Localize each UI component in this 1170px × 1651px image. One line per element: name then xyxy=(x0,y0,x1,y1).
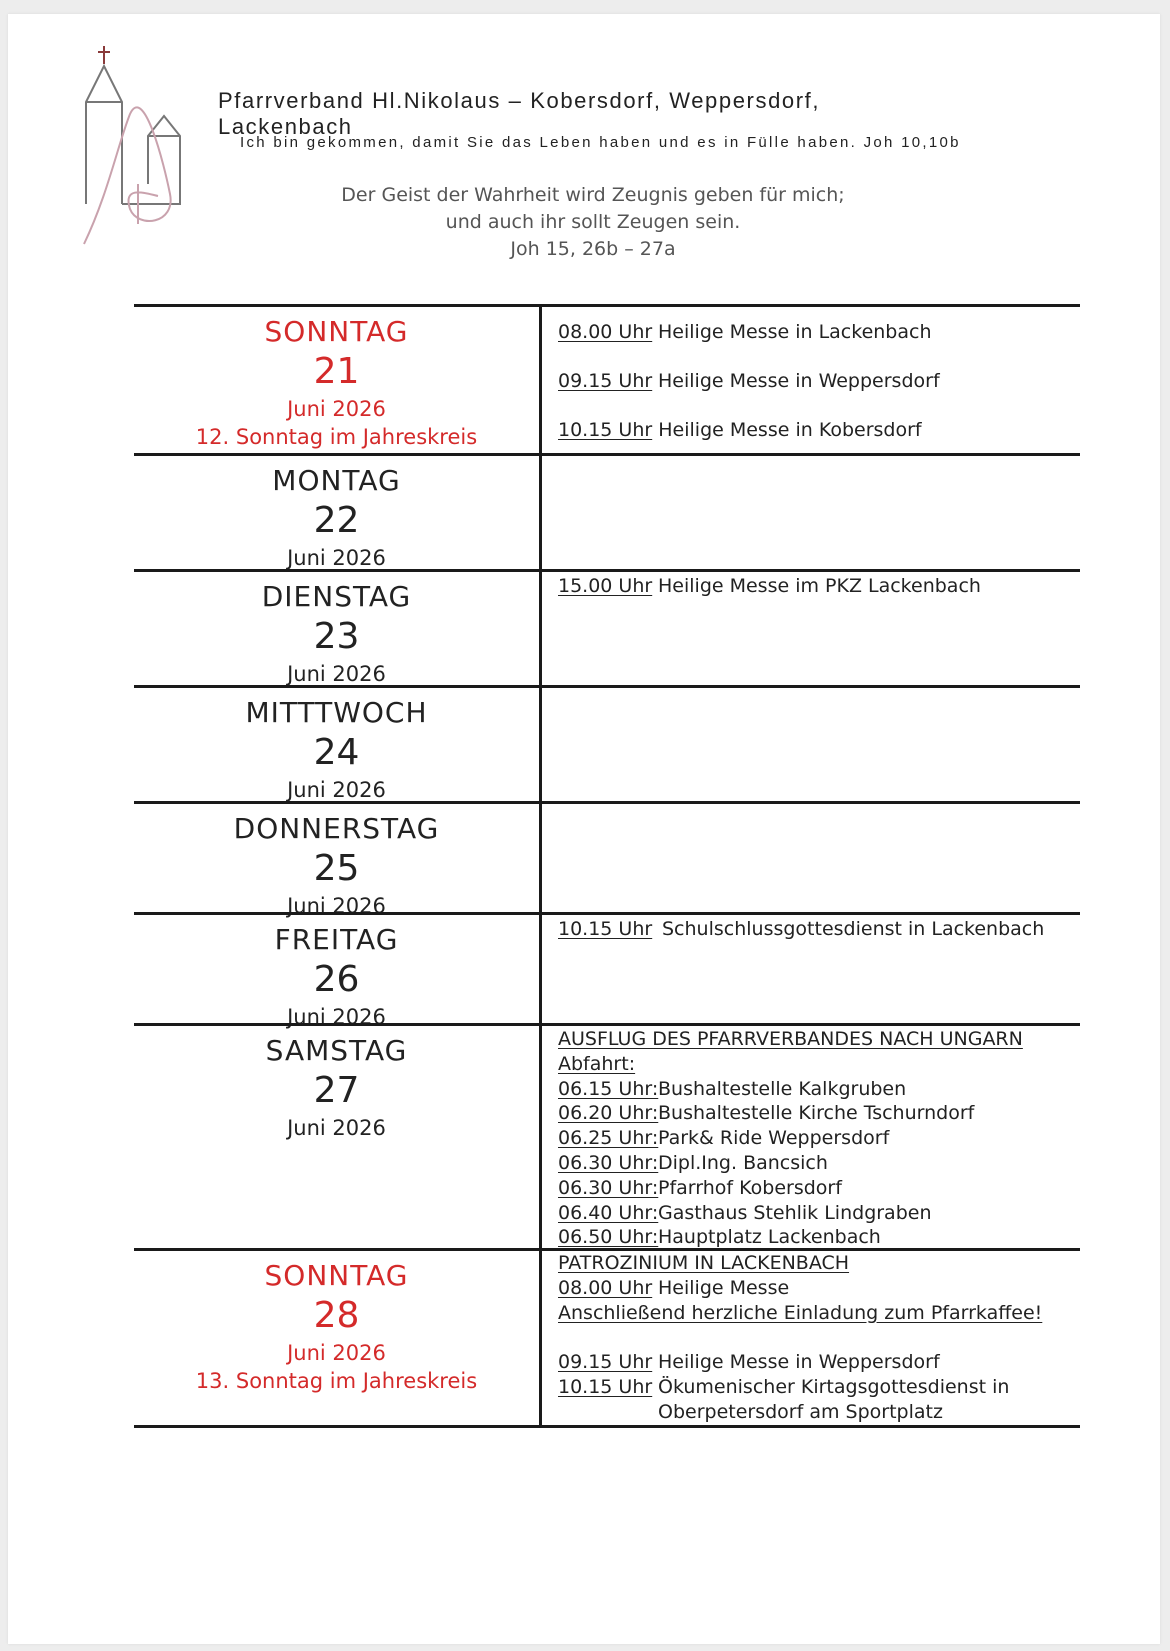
event-item xyxy=(558,1276,1078,1301)
event-item xyxy=(558,1101,1078,1126)
event-text: Dipl.Ing. Bancsich xyxy=(658,1151,828,1174)
event-text: Pfarrhof Kobersdorf xyxy=(658,1176,842,1199)
day-number: 22 xyxy=(313,500,360,541)
event-text: Park& Ride Weppersdorf xyxy=(658,1127,890,1150)
event-time: 06.30 Uhr: xyxy=(558,1176,659,1199)
bible-verse xyxy=(268,182,918,263)
event-heading: AUSFLUG DES PFARRVERBANDES NACH UNGARN xyxy=(558,1028,1023,1050)
day-number: 21 xyxy=(313,351,360,392)
event-item xyxy=(558,917,1078,942)
day-name: FREITAG xyxy=(274,923,399,956)
day-number: 26 xyxy=(313,959,360,1000)
event-time: 06.15 Uhr: xyxy=(558,1077,659,1100)
document-page xyxy=(8,14,1160,1644)
day-cell xyxy=(134,915,542,1029)
event-text: Bushaltestelle Kalkgruben xyxy=(658,1077,907,1100)
verse-line-1: Der Geist der Wahrheit wird Zeugnis geben für mich; xyxy=(341,184,845,206)
parish-motto: Ich bin gekommen, damit Sie das Leben haben und es in Fülle haben. Joh 10,10b xyxy=(240,134,961,151)
event-item xyxy=(558,1151,1078,1176)
day-cell xyxy=(134,1251,542,1425)
day-note: 12. Sonntag im Jahreskreis xyxy=(195,425,478,449)
events-cell xyxy=(558,308,1078,455)
day-month: Juni 2026 xyxy=(287,546,386,570)
event-heading: PATROZINIUM IN LACKENBACH xyxy=(558,1252,850,1274)
event-item xyxy=(558,1176,1078,1201)
event-time: 15.00 Uhr xyxy=(558,575,653,597)
day-cell xyxy=(134,804,542,918)
event-time: 06.50 Uhr: xyxy=(558,1226,659,1249)
day-name: DIENSTAG xyxy=(261,580,412,613)
verse-reference: Joh 15, 26b – 27a xyxy=(510,238,676,260)
day-cell xyxy=(134,456,542,569)
event-time: 10.15 Uhr xyxy=(558,1375,653,1398)
event-text: Gasthaus Stehlik Lindgraben xyxy=(658,1201,932,1224)
events-cell xyxy=(558,1027,1078,1250)
event-item xyxy=(558,406,1078,455)
event-item xyxy=(558,1201,1078,1226)
event-time: 10.15 Uhr xyxy=(558,918,653,940)
events-cell xyxy=(558,574,1078,599)
event-time: 08.00 Uhr xyxy=(558,321,653,343)
event-time: 09.15 Uhr xyxy=(558,370,653,392)
event-text: Bushaltestelle Kirche Tschurndorf xyxy=(658,1102,975,1125)
event-text: Heilige Messe in Kobersdorf xyxy=(658,419,922,441)
event-time: 06.20 Uhr: xyxy=(558,1102,659,1125)
event-text: Heilige Messe im PKZ Lackenbach xyxy=(658,575,981,597)
day-month: Juni 2026 xyxy=(287,1116,386,1140)
event-item xyxy=(558,1350,1078,1375)
event-text: Schulschlussgottesdienst in Lackenbach xyxy=(662,918,1045,940)
event-text: Heilige Messe in Weppersdorf xyxy=(658,1351,940,1374)
schedule-row-friday-26 xyxy=(134,912,1080,1029)
parish-title: Pfarrverband Hl.Nikolaus – Kobersdorf, Weppersdorf, Lackenbach xyxy=(218,88,821,139)
event-item xyxy=(558,357,1078,406)
day-name: SAMSTAG xyxy=(265,1034,408,1067)
event-text: Ökumenischer Kirtagsgottesdienst in xyxy=(658,1375,1010,1398)
event-text: Hauptplatz Lackenbach xyxy=(658,1226,881,1249)
day-number: 27 xyxy=(313,1070,360,1111)
day-cell xyxy=(134,1026,542,1248)
event-text: Heilige Messe in Weppersdorf xyxy=(658,370,940,392)
event-text: Heilige Messe xyxy=(658,1276,790,1299)
event-time: 06.30 Uhr: xyxy=(558,1151,659,1174)
day-name: DONNERSTAG xyxy=(233,812,440,845)
day-number: 23 xyxy=(313,616,360,657)
church-logo-icon xyxy=(78,44,198,249)
day-cell xyxy=(134,688,542,801)
day-name: SONNTAG xyxy=(264,315,409,348)
event-time: 09.15 Uhr xyxy=(558,1351,653,1374)
event-item xyxy=(558,1126,1078,1151)
schedule-row-tuesday-23 xyxy=(134,569,1080,685)
event-item xyxy=(558,574,1078,599)
event-item xyxy=(558,308,1078,357)
day-month: Juni 2026 xyxy=(287,662,386,686)
day-number: 25 xyxy=(313,848,360,889)
event-invitation: Anschließend herzliche Einladung zum Pfarrkaffee! xyxy=(558,1301,1043,1324)
day-month: Juni 2026 xyxy=(287,397,386,421)
day-month: Juni 2026 xyxy=(287,894,386,918)
event-subheading: Abfahrt: xyxy=(558,1052,636,1075)
day-name: SONNTAG xyxy=(264,1259,409,1292)
event-item xyxy=(558,1077,1078,1102)
day-number: 28 xyxy=(313,1295,360,1336)
event-text-continuation: Oberpetersdorf am Sportplatz xyxy=(658,1400,943,1423)
day-name: MITTTWOCH xyxy=(245,696,428,729)
schedule-row-sunday-21 xyxy=(134,304,1080,453)
event-item xyxy=(558,1225,1078,1250)
event-item xyxy=(558,1375,1078,1400)
schedule-row-saturday-27 xyxy=(134,1023,1080,1248)
schedule-row-wednesday-24 xyxy=(134,685,1080,801)
day-month: Juni 2026 xyxy=(287,778,386,802)
event-text: Heilige Messe in Lackenbach xyxy=(658,321,932,343)
verse-line-2: und auch ihr sollt Zeugen sein. xyxy=(445,211,741,233)
day-number: 24 xyxy=(313,732,360,773)
events-cell xyxy=(558,1251,1078,1425)
schedule-row-thursday-25 xyxy=(134,801,1080,918)
schedule-row-sunday-28 xyxy=(134,1248,1080,1428)
day-month: Juni 2026 xyxy=(287,1005,386,1029)
day-note: 13. Sonntag im Jahreskreis xyxy=(195,1369,478,1393)
events-cell xyxy=(558,917,1078,942)
day-month: Juni 2026 xyxy=(287,1341,386,1365)
day-name: MONTAG xyxy=(272,464,401,497)
event-time: 08.00 Uhr xyxy=(558,1276,653,1299)
event-time: 10.15 Uhr xyxy=(558,419,653,441)
spacer xyxy=(558,1325,1078,1350)
event-time: 06.25 Uhr: xyxy=(558,1127,659,1150)
day-cell xyxy=(134,307,542,453)
schedule-row-monday-22 xyxy=(134,453,1080,569)
event-time: 06.40 Uhr: xyxy=(558,1201,659,1224)
day-cell xyxy=(134,572,542,685)
